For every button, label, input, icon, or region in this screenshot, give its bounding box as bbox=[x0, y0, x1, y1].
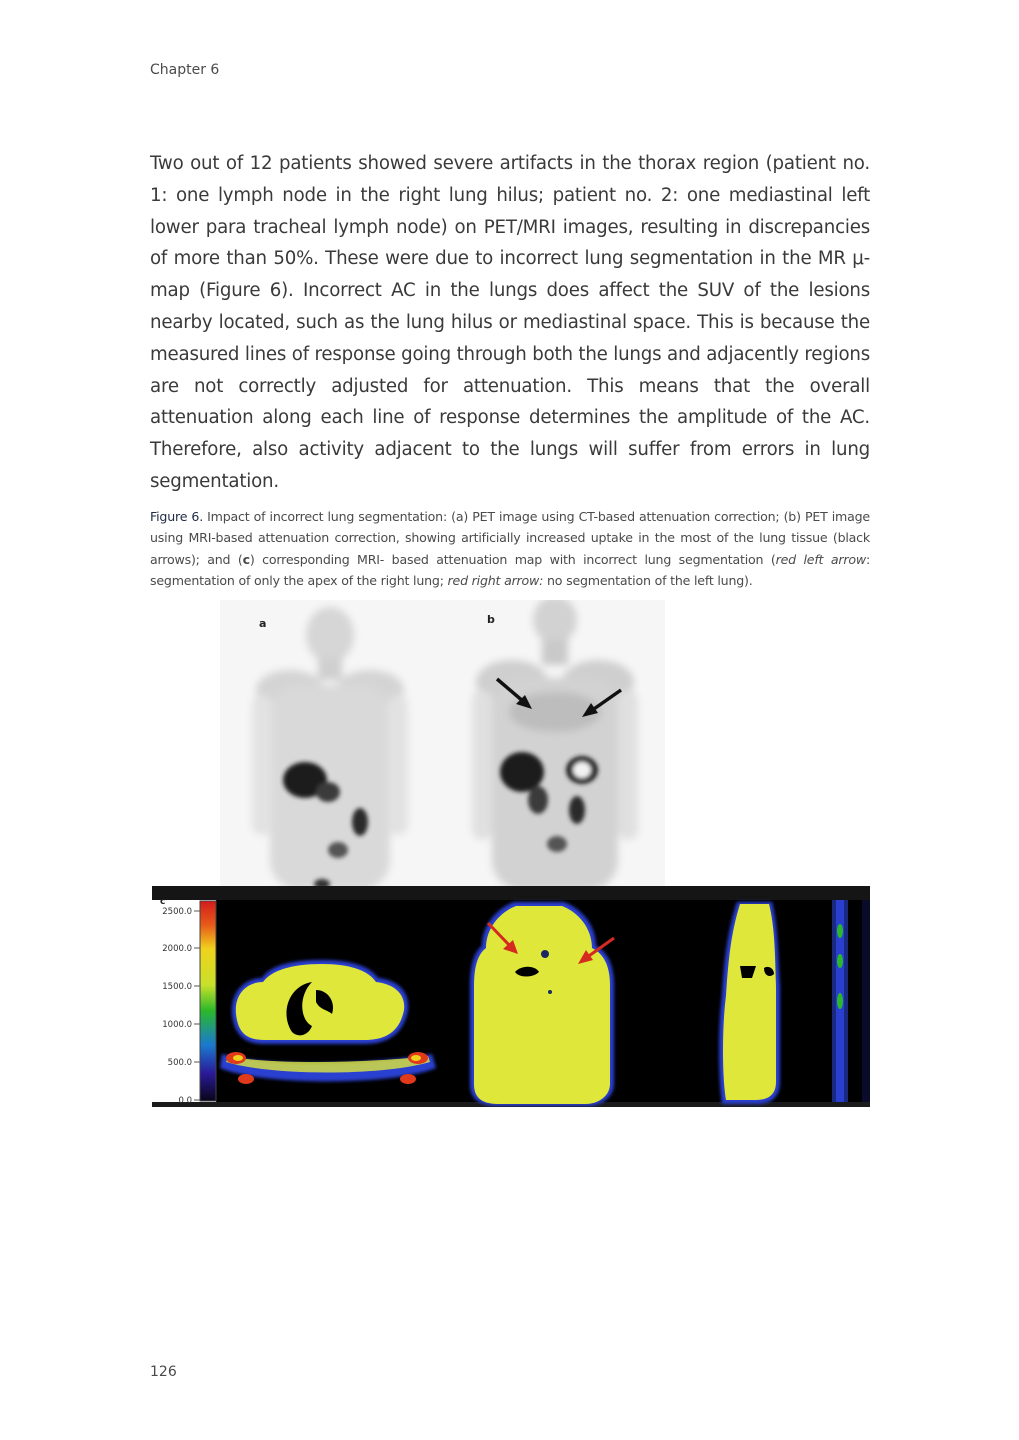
coronal-slice bbox=[470, 902, 614, 1106]
page-number: 126 bbox=[150, 1364, 177, 1380]
caption-text-4: no segmentation of the left lung). bbox=[543, 573, 753, 589]
body-paragraph: Two out of 12 patients showed severe artifacts in the thorax region (patient no. 1: one lymph node in the right lung hilus; patient no. 2: one mediastinal left lower para tracheal lymph node) on PET/MRI images, resulting in discrepancies of more than 50%. These were due to incorrect lung segmentation in the MR μ-map (Figure 6). Incorrect AC in the lungs does affect the SUV of the lesions nearby located, such as the lung hilus or mediastinal space. This is because the measured lines of response going through both the lungs and adjacently regions are not correctly adjusted for attenuation. This means that the overall attenuation along each line of response determines the amplitude of the AC. Therefore, also activity adjacent to the lungs will suffer from errors in lung segmentation. bbox=[150, 153, 870, 492]
colorbar-tick: 1000.0 bbox=[162, 1020, 192, 1030]
caption-bold-c: c bbox=[242, 551, 250, 567]
colorbar-tick: 0.0 bbox=[178, 1096, 192, 1106]
caption-text-1: Impact of incorrect lung segmentation: (a) PET image using CT-based attenuation correction; (b) PET image using MRI-based attenuation correction, showing artificially increased uptake in the most of the lung tissue (black arrows); and ( bbox=[150, 509, 870, 567]
panel-c-label: c bbox=[160, 897, 166, 907]
pet-images-panel bbox=[220, 600, 665, 886]
figure-label: Figure 6. bbox=[150, 509, 204, 524]
panel-b-label: b bbox=[487, 613, 495, 626]
colorbar-tick: 1500.0 bbox=[162, 982, 192, 992]
colorbar-tick: 2000.0 bbox=[162, 944, 192, 954]
colorbar bbox=[200, 901, 216, 1101]
colorbar-tick: 500.0 bbox=[167, 1058, 192, 1068]
caption-italic-2: red right arrow: bbox=[447, 573, 544, 589]
caption-text-3: : segmentation of only the apex of the right lung; bbox=[150, 551, 870, 589]
attenuation-map-panel bbox=[152, 886, 870, 1107]
panel-a-label: a bbox=[259, 617, 267, 630]
chapter-header: Chapter 6 bbox=[150, 62, 220, 78]
figure-caption bbox=[150, 506, 870, 592]
caption-italic-1: red left arrow bbox=[775, 551, 866, 567]
caption-text-2: ) corresponding MRI- based attenuation map with incorrect lung segmentation ( bbox=[249, 551, 776, 567]
colorbar-tick: 2500.0 bbox=[162, 907, 192, 917]
